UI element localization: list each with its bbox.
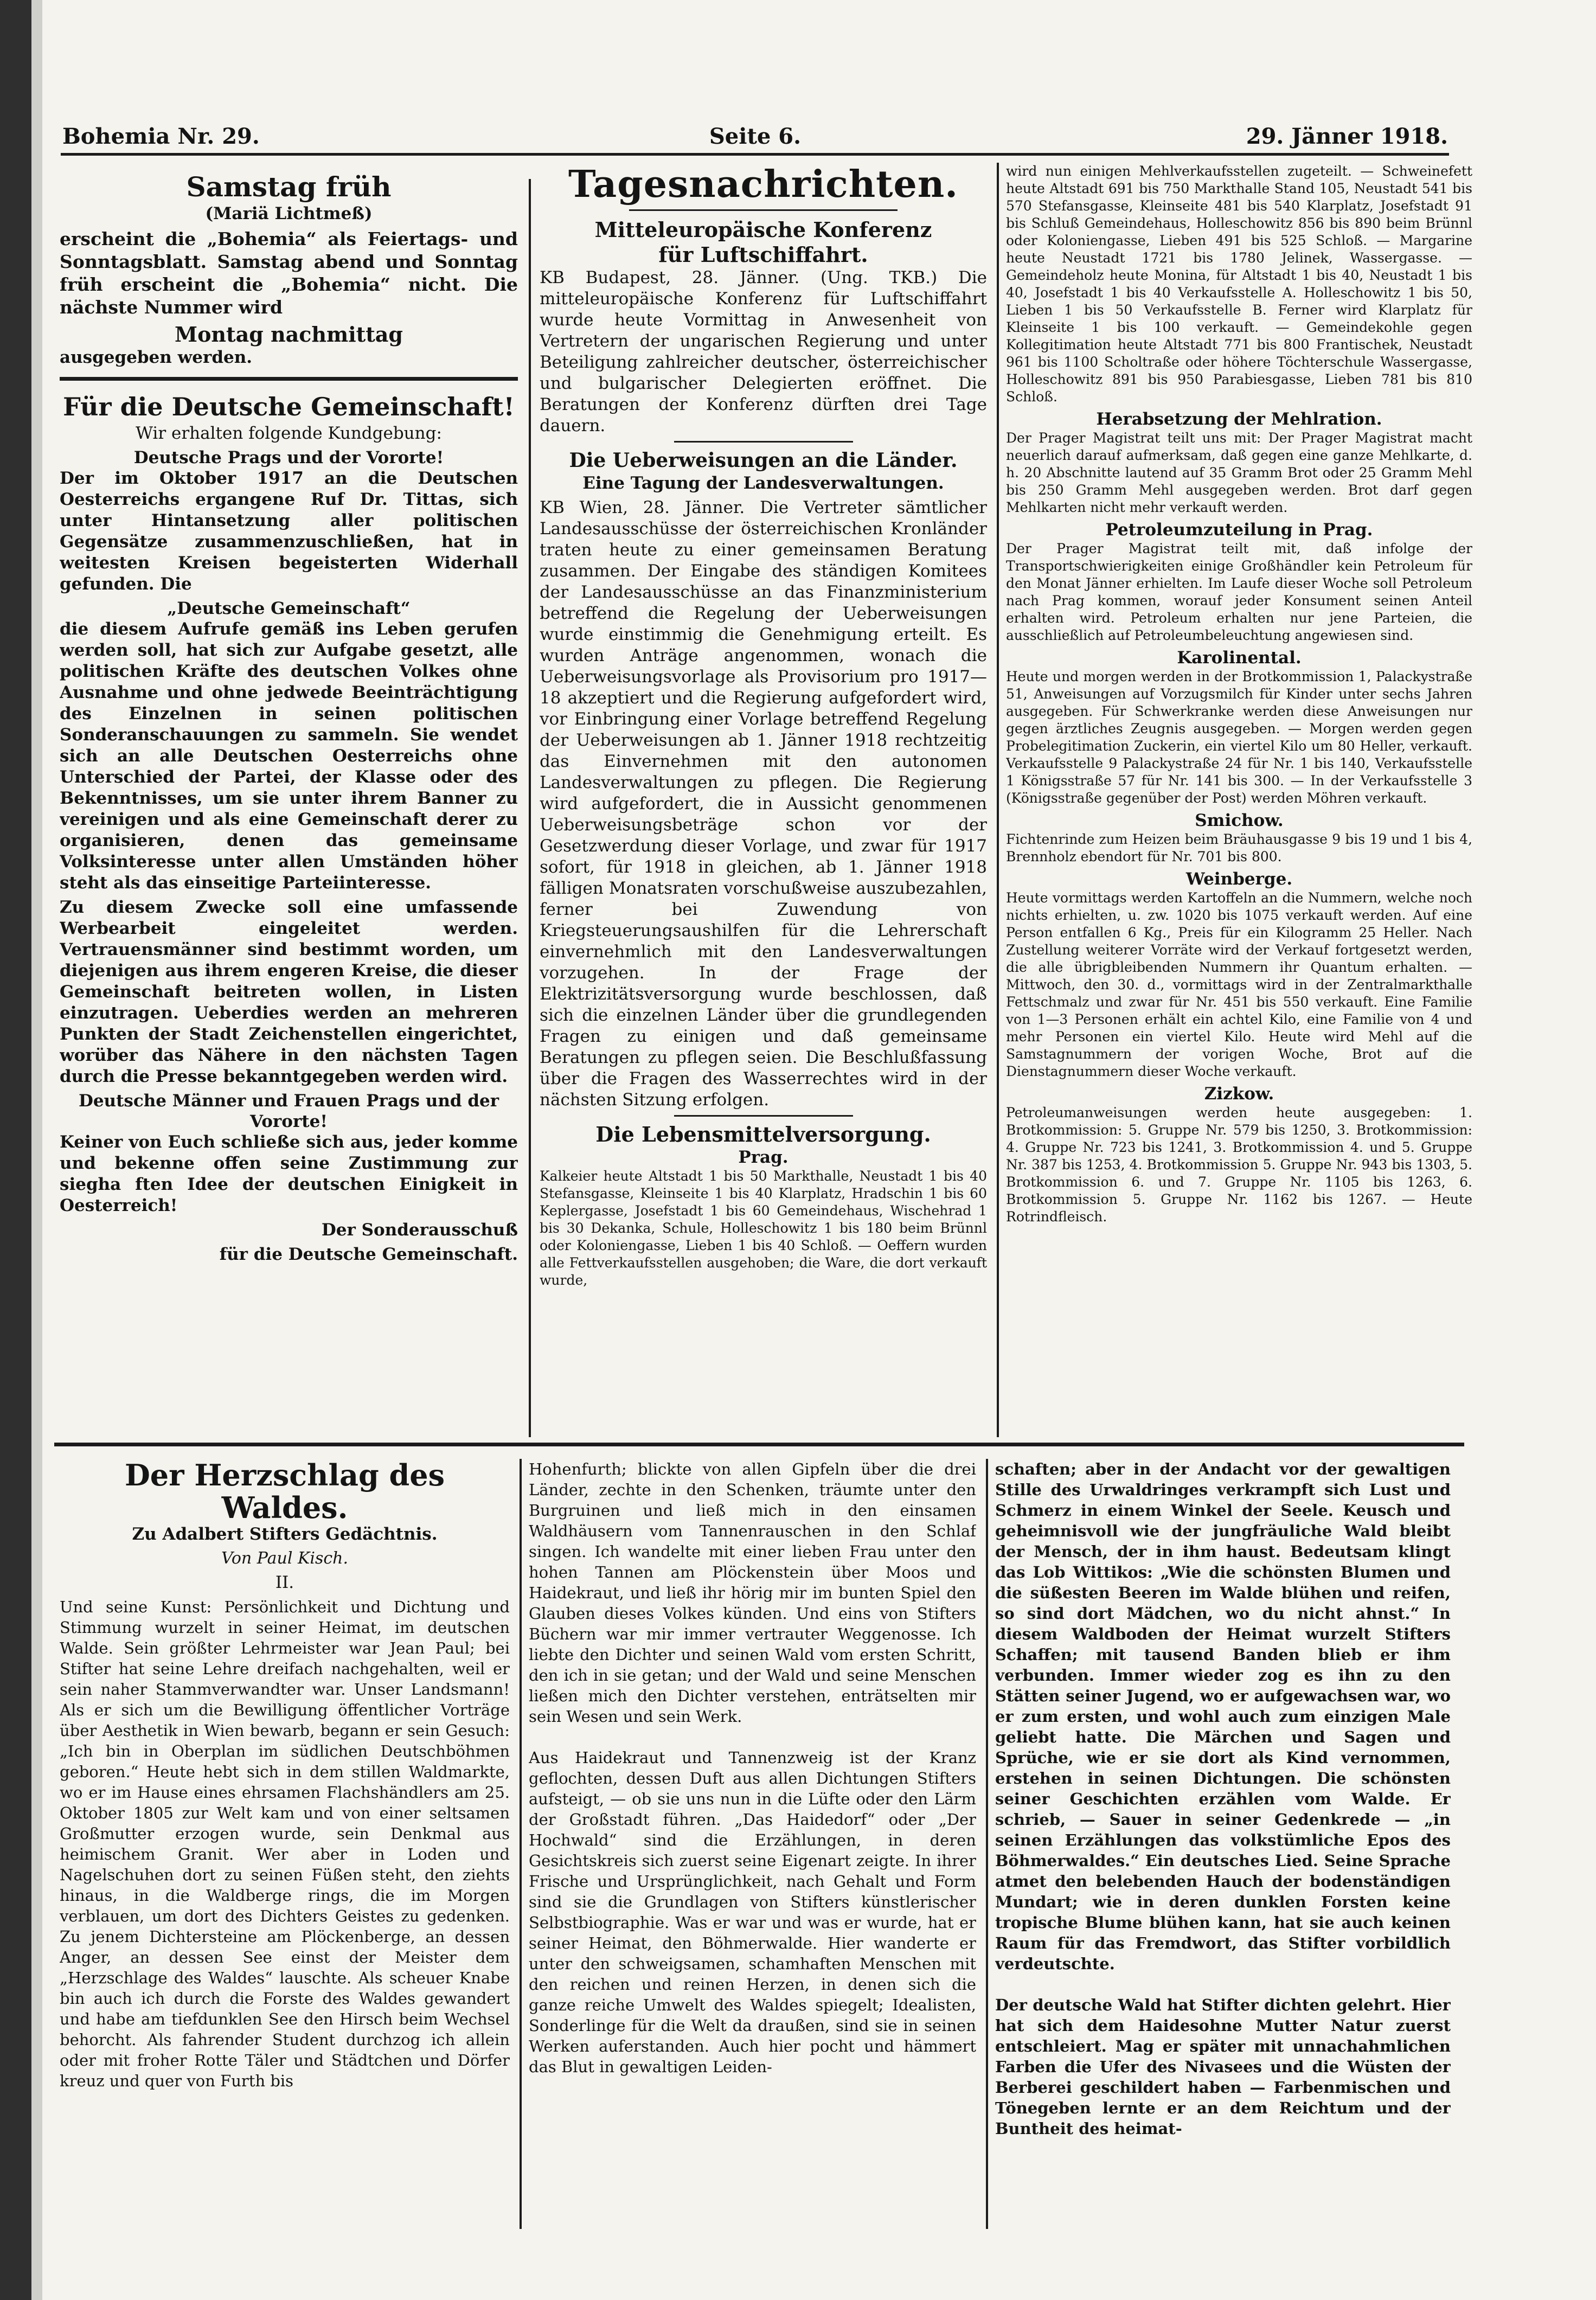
lebensmittel-title: Die Lebensmittelversorgung. [595, 1122, 931, 1146]
feuilleton-column-3 [995, 1459, 1451, 2218]
gemeinschaft-name: „Deutsche Gemeinschaft“ [167, 599, 411, 618]
column-rule [520, 1459, 522, 2229]
konferenz-text: KB Budapest, 28. Jänner. (Ung. TKB.) Die mitteleuropäische Konferenz für Luftschiffahrt wurde heute Vormittag in Anwesenheit von Vertretern der ungarischen Regierung und unter Beteiligung zahlreicher deutscher, österreichischer und bulgarischer Delegierten eröffnet. Die Beratungen der Konferenz dürften drei Tage dauern. [540, 268, 987, 435]
lebensmittel-subtitle: Prag. [738, 1148, 789, 1167]
header-rule [61, 153, 1449, 156]
gemeinschaft-title: Für die Deutsche Gemeinschaft! [63, 392, 515, 421]
weinberge-text: Heute vormittags werden Kartoffeln an die Nummern, welche noch nichts erhielten, u. zw. 1020 bis 1075 verkauft werden. Auf eine Person entfallen 6 Kg., Preis für ein Kilogramm 25 Heller. Nach Zustellung weiterer Vorräte wird der Verkauf fortgesetzt werden, die alle übrigbleibenden Nummern ihr Quantum erhalten. — Mittwoch, den 30. d., vormittags wird in der Zentralmarkthalle Fettschmalz und zwar für Nr. 451 bis 550 verkauft. Eine Familie von 1—3 Personen erhält ein achtel Kilo, eine Familie von 4 und mehr Personen ein viertel Kilo. Heute wird Mehl auf die Samstagnummern der vorigen Woche, Brot auf die Dienstagnummern dieser Woche verkauft. [1006, 890, 1472, 1079]
mehlration-text: Der Prager Magistrat teilt uns mit: Der Prager Magistrat macht neuerlich darauf aufmerksam, daß gegen eine ganze Mehlkarte, d. h. 20 Abschnitte lautend auf 35 Gramm Brot oder 25 Gramm Mehl bis 250 Gramm Mehl ausgegeben werden. Brot darf gegen Mehlkarten nicht mehr verkauft werden. [1006, 430, 1472, 515]
gemeinschaft-paragraph-1: Der im Oktober 1917 an die Deutschen Oesterreichs ergangene Ruf Dr. Tittas, sich unter Hintansetzung aller politischen Gegensätze zusammenzuschließen, hat in weitesten Kreisen begeisterten Widerhall gefunden. Die [60, 469, 518, 594]
smichow-text: Fichtenrinde zum Heizen beim Bräuhausgasse 9 bis 19 und 1 bis 4, Brennholz ebendort für Nr. 701 bis 800. [1006, 831, 1472, 864]
column-rule [986, 1459, 988, 2229]
smichow-title: Smichow. [1195, 811, 1284, 830]
gemeinschaft-salute: Deutsche Prags und der Vororte! [133, 448, 444, 467]
notice-day: Montag nachmittag [175, 322, 403, 347]
column-rule [529, 179, 531, 1437]
konferenz-title-2: für Luftschiffahrt. [658, 242, 868, 267]
column-right [1006, 163, 1472, 1434]
notice-subtitle: (Mariä Lichtmeß) [205, 204, 373, 223]
feuilleton-part: II. [275, 1573, 294, 1592]
notice-end: ausgegeben werden. [60, 348, 253, 367]
ueberweisungen-title: Die Ueberweisungen an die Länder. [569, 449, 958, 472]
gemeinschaft-intro: Wir erhalten folgende Kundgebung: [136, 424, 442, 443]
konferenz-title-1: Mitteleuropäische Konferenz [594, 217, 932, 242]
feuilleton-text-1: Und seine Kunst: Persönlichkeit und Dichtung und Stimmung wurzelt in seiner Heimat, im deutschen Walde. Sein größter Lehrmeister war Jean Paul; bei Stifter hat seine Lehre dreifach nachgehalten, weil er sein naher Stammverwandter war. Unser Landsmann! Als er sich um die Bewilligung öffentlicher Vorträge über Aesthetik in Wien bewarb, begann er sein Gesuch: „Ich bin in Oberplan im südlichen Deutschböhmen geboren.“ Heute hebt sich in dem stillen Waldmarkte, wo er im Hause eines ehrsamen Flachshändlers am 25. Oktober 1805 zur Welt kam und von einer seltsamen Großmutter erzogen wurde, sein Denkmal aus heimischem Granit. Wer aber in Loden und Nagelschuhen dort zu seinen Füßen steht, den ziehts hinaus, in die Waldberge rings, die im Morgen verblauen, um dort des Dichters Geistes zu gedenken. Zu jenem Dichtersteine am Plöckenberge, an dessen Anger, an dessen See einst der Meister dem „Herzschlage des Waldes“ lauschte. Als scheuer Knabe bin auch ich durch die Forste des Waldes gewandert und habe am tiefdunklen See den Hirsch beim Wechsel behorcht. Als fahrender Student durchzog ich allein oder mit froher Rotte Täler und Städtchen und Dörfer kreuz und quer von Furth bis [60, 1598, 510, 2090]
karolinental-title: Karolinental. [1177, 648, 1302, 668]
article-rule [674, 441, 853, 443]
lebensmittel-text: Kalkeier heute Altstadt 1 bis 50 Markthalle, Neustadt 1 bis 40 Stefansgasse, Kleinseite 1 bis 40 Klarplatz, Hradschin 1 bis 60 Keplergasse, Josefstadt 1 bis 60 Gemeindehaus, Wischehrad 1 bis 30 Dekanka, Schule, Holleschowitz 1 bis 180 beim Brünnl oder Koloniengasse, Lieben 1 bis 40 Schloß. — Oeffern wurden alle Fettverkaufsstellen ausgehoben; die Ware, die dort verkauft wurde, [540, 1168, 987, 1288]
column-rule [997, 163, 999, 1437]
zizkow-title: Zizkow. [1204, 1084, 1274, 1104]
feuilleton-subtitle: Zu Adalbert Stifters Gedächtnis. [132, 1524, 438, 1544]
signature-line-2: für die Deutsche Gemeinschaft. [219, 1245, 518, 1264]
page-edge [31, 0, 42, 2300]
feuilleton-column-2 [529, 1459, 976, 2218]
page-header [62, 120, 1448, 153]
feuilleton-author: Von Paul Kisch. [221, 1549, 349, 1568]
feuilleton-title: Der Herzschlag des Waldes. [124, 1459, 445, 1525]
section-rule [60, 377, 518, 381]
weinberge-title: Weinberge. [1185, 869, 1293, 889]
gemeinschaft-salute-2: Deutsche Männer und Frauen Prags und der Vororte! [78, 1091, 499, 1131]
article-rule [674, 1115, 853, 1117]
paper-issue: Bohemia Nr. 29. [62, 124, 260, 149]
ueberweisungen-text: KB Wien, 28. Jänner. Die Vertreter sämtlicher Landesausschüsse der österreichischen Kronländer traten heute zu einer gemeinsamen Beratung zusammen. Der Eingabe des ständigen Komitees der Landesausschüsse an das Finanzministerium betreffend die Regelung der Ueberweisungen wurde einstimmig die Genehmigung erteilt. Es wurden Anträge angenommen, wonach die Ueberweisungsvorlage als Provisorium pro 1917—18 akzeptiert und die Regierung aufgefordert wird, vor Einbringung einer Vorlage betreffend Regelung der Ueberweisungen ab 1. Jänner 1918 rechtzeitig das Einvernehmen mit den autonomen Landesverwaltungen zu pflegen. Die Regierung wird aufgefordert, die in Aussicht genommenen Ueberweisungsbeträge schon vor der Gesetzwerdung dieser Vorlage, und zwar für 1917 sofort, für 1918 in gleichen, ab 1. Jänner 1918 fälligen Monatsraten vorschußweise auszubezahlen, ferner bei Zuwendung von Kriegsteuerungsaushilfen für die Lehrerschaft einvernehmlich mit den Landesverwaltungen vorzugehen. In der Frage der Elektrizitätsversorgung wurde beschlossen, daß sich die einzelnen Länder über die grundlegenden Fragen zu einigen und daß gemeinsame Beratungen zu pflegen seien. Die Beschlußfassung über die Fragen des Wasserrechtes wird in der nächsten Sitzung erfolgen. [540, 498, 987, 1110]
ueberweisungen-subtitle: Eine Tagung der Landesverwaltungen. [582, 473, 944, 493]
section-title: Tagesnachrichten. [568, 163, 958, 206]
issue-date: 29. Jänner 1918. [1246, 124, 1448, 149]
versorgung-text: wird nun einigen Mehlverkaufsstellen zugeteilt. — Schweinefett heute Altstadt 691 bis 750 Markthalle Stand 105, Neustadt 541 bis 570 Stefansgasse, Kleinseite 481 bis 540 Klarplatz, Josefstadt 91 bis Schluß Gemeindehaus, Holleschowitz 856 bis 890 beim Brünnl oder Koloniengasse, Lieben 491 bis 525 Schloß. — Margarine heute Neustadt 1721 bis 1780 Jelinek, Wassergasse. — Gemeindeholz heute Monina, für Altstadt 1 bis 40, Neustadt 1 bis 40, Josefstadt 1 bis 40 Verkaufsstelle A. Holleschowitz 1 bis 50, Lieben 1 bis 50 Verkaufsstelle B. Ferner wird Klarplatz für Kleinseite 1 bis 100 verkauft. — Gemeindekohle gegen Kollegitimation heute Altstadt 771 bis 800 Frantischek, Neustadt 961 bis 1100 Scholtraße oder höhere Töchterschule Wassergasse, Holleschowitz 891 bis 950 Parabiesgasse, Lieben 781 bis 810 Schloß. [1006, 163, 1472, 405]
notice-title: Samstag früh [186, 171, 392, 203]
column-middle [540, 163, 987, 1434]
feuilleton-text-3: schaften; aber in der Andacht vor der gewaltigen Stille des Urwaldringes verkrampft sich Lust und Schmerz in einem Winkel der Seele. Keusch und geheimnisvoll wie der jungfräuliche Wald bleibt der Mensch, der in ihm haust. Bedeutsam klingt das Lob Wittikos: „Wie die schönsten Blumen und die süßesten Beeren im Walde blühen und reifen, so sind dort Mädchen, wo du nicht ahnst.“ In diesem Waldboden der Heimat wurzelt Stifters Schaffen; mit tausend Banden blieb er ihm verbunden. Immer wieder zog es ihn zu den Stätten seiner Jugend, wo er aufgewachsen war, wo er zum ersten, und wohl auch zum einzigen Male geliebt hatte. Die Märchen und Sagen und Sprüche, wie er sie dort als Kind vernommen, erstehen in seinen Dichtungen. Die schönsten seiner Geschichten erzählen vom Walde. Er schrieb, — Sauer in seiner Gedenkrede — „in seinen Erzählungen das volkstümliche Epos des Böhmerwaldes.“ Ein deutsches Lied. Seine Sprache atmet den belebenden Hauch der bodenständigen Mundart; wie in deren dunklen Forsten keine tropische Blume blühen kann, hat sie auch keinen Raum für das Fremdwort, das Stifter vorbildlich verdeutschte. Der deutsche Wald hat Stifter dichten gelehrt. Hier hat sich dem Haidesohne Mutter Natur zuerst entschleiert. Mag er später mit unnachahmlichen Farben die Ufer des Nivasees und die Wüsten der Berberei geschildert haben — Farbenmischen und Tönegeben lernte er an dem Reichtum und der Buntheit des heimat- [995, 1460, 1451, 2138]
karolinental-text: Heute und morgen werden in der Brotkommission 1, Palackystraße 51, Anweisungen auf Vorzugsmilch für Kinder unter sechs Jahren ausgegeben. Für Schwerkranke werden diese Anweisungen nur gegen ärztliches Zeugnis ausgegeben. — Morgen werden gegen Probelegitimation Zuckerin, ein viertel Kilo um 80 Heller, verkauft. Verkaufsstelle 9 Palackystraße 24 für Nr. 1 bis 140, Verkaufsstelle 1 Königsstraße 57 für Nr. 141 bis 300. — In der Verkaufsstelle 3 (Königsstraße gegenüber der Post) werden Möhren verkauft. [1006, 669, 1472, 806]
column-left [60, 171, 518, 1434]
feuilleton-rule [54, 1443, 1464, 1446]
section-rule [629, 209, 898, 211]
gemeinschaft-paragraph-3: Zu diesem Zwecke soll eine umfassende Werbearbeit eingeleitet werden. Vertrauensmänner sind bestimmt worden, um diejenigen aus ihrem engeren Kreise, die dieser Gemeinschaft beitreten wollen, in Listen einzutragen. Ueberdies werden an mehreren Punkten der Stadt Zeichenstellen eingerichtet, worüber das Nähere in den nächsten Tagen durch die Presse bekanntgegeben werden wird. [60, 898, 518, 1086]
gemeinschaft-paragraph-4: Keiner von Euch schließe sich aus, jeder komme und bekenne offen seine Zustimmung zur siegha ften Idee der deutschen Einigkeit in Oesterreich! [60, 1132, 518, 1215]
petroleum-text: Der Prager Magistrat teilt mit, daß infolge der Transportschwierigkeiten einige Großhändler kein Petroleum für den Monat Jänner erhielten. Im Laufe dieser Woche soll Petroleum nach Prag kommen, worauf jeder Konsument seinen Anteil erhalten wird. Petroleum erhalten nur jene Parteien, die ausschließlich auf Petroleumbeleuchtung angewiesen sind. [1006, 541, 1472, 643]
zizkow-text: Petroleumanweisungen werden heute ausgegeben: 1. Brotkommission: 5. Gruppe Nr. 579 bis 1250, 3. Brotkommission: 4. Gruppe Nr. 723 bis 1241, 3. Brotkommission 4. und 5. Gruppe Nr. 387 bis 1253, 4. Brotkommission 5. Gruppe Nr. 943 bis 1303, 5. Brotkommission 6. und 7. Gruppe Nr. 1105 bis 1263, 6. Brotkommission 5. Gruppe Nr. 1162 bis 1267. — Heute Rotrindfleisch. [1006, 1105, 1472, 1225]
notice-text: erscheint die „Bohemia“ als Feiertags- und Sonntagsblatt. Samstag abend und Sonntag früh erscheint die „Bohemia“ nicht. Die nächste Nummer wird [60, 228, 518, 318]
page-number: Seite 6. [709, 124, 802, 149]
feuilleton-text-2: Hohenfurth; blickte von allen Gipfeln über die drei Länder, zechte in den Schenken, träumte unter den Burgruinen und ließ mich in den einsamen Waldhäusern vom Tannenrauschen in den Schlaf singen. Ich wandelte mit einer lieben Frau unter den hohen Tannen am Plöckenstein über Moos und Haidekraut, und ließ ihr hörig mir im bunten Spiel den Glauben dieses Volkes künden. Und eins von Stifters Büchern war mir immer vertrauter Weggenosse. Ich liebte den Dichter und seinen Wald vom ersten Schritt, den ich in sie getan; und der Wald und seine Menschen ließen mich den Dichter verstehen, enträtselten mir sein Wesen und sein Werk. Aus Haidekraut und Tannenzweig ist der Kranz geflochten, dessen Duft aus allen Dichtungen Stifters aufsteigt, — ob sie uns nun in die Lüfte oder den Lärm der Großstadt führen. „Das Haidedorf“ oder „Der Hochwald“ sind die Erzählungen, in deren Gesichtskreis sich zuerst seine Eigenart zeigte. In ihrer Frische und Ursprünglichkeit, nach Gehalt und Form sind sie die Grundlagen von Stifters künstlerischer Selbstbiographie. Was er war und was er wurde, hat er seiner Heimat, den Böhmerwalde. Hier wanderte er unter den schweigsamen, schamhaften Menschen mit den reichen und reinen Herzen, in denen sich die ganze reiche Umwelt des Waldes spiegelt; Idealisten, Sonderlinge für die Welt da draußen, sind sie in seinen Werken auferstanden. Auch hier pocht und hämmert das Blut in gewaltigen Leiden- [529, 1460, 976, 2076]
gemeinschaft-paragraph-2: die diesem Aufrufe gemäß ins Leben gerufen werden soll, hat sich zur Aufgabe gesetzt, alle politischen Kräfte des deutschen Volkes ohne Ausnahme und ohne jedwede Beeinträchtigung des Einzelnen in seinen politischen Sonderanschauungen zu sammeln. Sie wendet sich an alle Deutschen Oesterreichs ohne Unterschied der Partei, der Klasse oder des Bekenntnisses, um sie unter ihrem Banner zu vereinigen und als eine Gemeinschaft derer zu organisieren, denen das gemeinsame Volksinteresse unter allen Umständen höher steht als das einseitige Parteiinteresse. [60, 619, 518, 893]
feuilleton-column-1 [60, 1459, 510, 2218]
petroleum-title: Petroleumzuteilung in Prag. [1105, 520, 1373, 540]
mehlration-title: Herabsetzung der Mehlration. [1096, 409, 1382, 429]
signature-line-1: Der Sonderausschuß [321, 1220, 518, 1240]
scan-border [0, 0, 31, 2300]
